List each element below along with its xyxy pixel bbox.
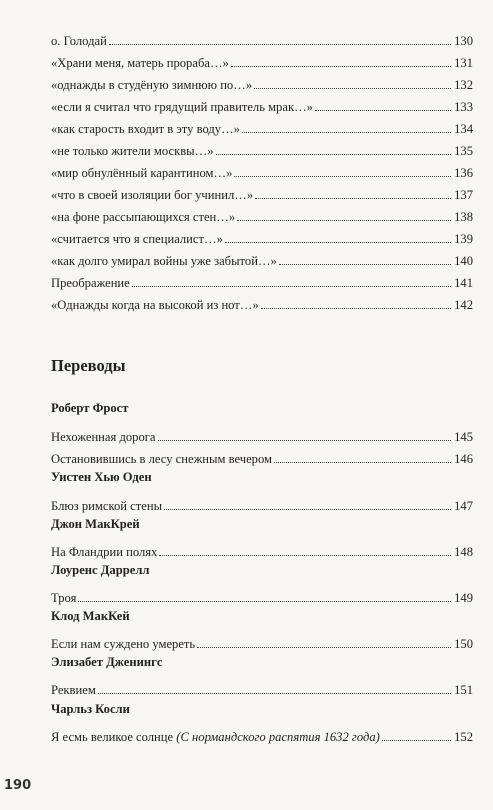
leader-dots [159, 554, 451, 556]
toc-entry-page: 139 [454, 232, 473, 246]
leader-dots [279, 263, 451, 265]
toc-entry-title: «не только жители москвы…» [51, 144, 214, 158]
page-number: 190 [4, 778, 32, 793]
author-name: Джон МакКрей [51, 517, 140, 531]
toc-entry [51, 675, 473, 697]
toc-entry-page: 134 [454, 122, 473, 136]
toc-entry [51, 290, 473, 312]
toc-entry [51, 180, 473, 202]
toc-entry [51, 246, 473, 268]
toc-entry-page: 141 [454, 276, 473, 290]
author-name: Роберт Фрост [51, 401, 129, 415]
leader-dots [98, 692, 451, 694]
author-name: Чарльз Косли [51, 702, 130, 716]
toc-entry [51, 158, 473, 180]
toc-entry-title: Если нам суждено умереть [51, 637, 196, 651]
toc-entry-page: 140 [454, 254, 473, 268]
toc-entry-title: На Фландрии полях [51, 545, 158, 559]
leader-dots [109, 43, 451, 45]
toc-entry-title: «если я считал что грядущий правитель мрак…» [51, 100, 313, 114]
toc-entry-page: 138 [454, 210, 473, 224]
toc-entry [51, 722, 473, 744]
toc-entry-title: «Храни меня, матерь прораба…» [51, 56, 229, 70]
author-name: Клод МакКей [51, 609, 130, 623]
toc-entry-title: Преображение [51, 276, 130, 290]
toc-entry-title: «как долго умирал войны уже забытой…» [51, 254, 277, 268]
author-name: Элизабет Дженингс [51, 655, 163, 669]
toc-entry-title: «Однажды когда на высокой из нот…» [51, 298, 259, 312]
toc-entry [51, 444, 473, 466]
toc-entry [51, 136, 473, 158]
leader-dots [242, 131, 451, 133]
toc-entry-title: Остановившись в лесу снежным вечером [51, 452, 273, 466]
toc-entry-title: «как старость входит в эту воду…» [51, 122, 240, 136]
toc-entry-page: 142 [454, 298, 473, 312]
toc-entry [51, 583, 473, 605]
leader-dots [158, 439, 451, 441]
author-name: Уистен Хью Оден [51, 470, 152, 484]
toc-entry [51, 114, 473, 136]
leader-dots [254, 87, 451, 89]
toc-entry-title: «мир обнулённый карантином…» [51, 166, 233, 180]
toc-entry-title: «что в своей изоляции бог учинил…» [51, 188, 254, 202]
work-subtitle: (С нормандского распятия 1632 года) [176, 730, 380, 744]
toc-entry-page: 147 [454, 499, 473, 513]
toc-entry-title: Блюз римской стены [51, 499, 163, 513]
toc-entry [51, 629, 473, 651]
toc-entry-page: 131 [454, 56, 473, 70]
author-name: Лоуренс Даррелл [51, 563, 150, 577]
leader-dots [382, 739, 451, 741]
leader-dots [255, 197, 451, 199]
toc-entry [51, 491, 473, 513]
toc-entry [51, 70, 473, 92]
work-title: Я есмь великое солнце [51, 730, 174, 744]
section-heading: Переводы [51, 356, 126, 375]
leader-dots [234, 175, 451, 177]
toc-entry [51, 48, 473, 70]
toc-entry-page: 150 [454, 637, 473, 651]
leader-dots [225, 241, 451, 243]
toc-entry [51, 422, 473, 444]
toc-entry-page: 135 [454, 144, 473, 158]
toc-entry-page: 148 [454, 545, 473, 559]
leader-dots [78, 600, 451, 602]
toc-entry-page: 137 [454, 188, 473, 202]
leader-dots [216, 153, 452, 155]
leader-dots [231, 65, 451, 67]
toc-entry-page: 133 [454, 100, 473, 114]
leader-dots [237, 219, 451, 221]
toc-entry-title: Троя [51, 591, 77, 605]
toc-entry-title: «считается что я специалист…» [51, 232, 223, 246]
toc-entry [51, 268, 473, 290]
toc-entry-title: «на фоне рассыпающихся стен…» [51, 210, 236, 224]
toc-entry [51, 202, 473, 224]
leader-dots [132, 285, 451, 287]
toc-entry-title [51, 730, 380, 744]
toc-entry-title: Нехоженная дорога [51, 430, 156, 444]
toc-entry-title: о. Голодай [51, 34, 107, 48]
toc-entry-title: «однажды в студёную зимнюю по…» [51, 78, 253, 92]
leader-dots [315, 109, 451, 111]
toc-entry [51, 26, 473, 48]
toc-entry-page: 136 [454, 166, 473, 180]
leader-dots [261, 307, 451, 309]
toc-entry-page: 130 [454, 34, 473, 48]
toc-entry [51, 92, 473, 114]
toc-entry [51, 537, 473, 559]
toc-entry-page: 149 [454, 591, 473, 605]
toc-entry-page: 152 [454, 730, 473, 744]
leader-dots [274, 461, 451, 463]
toc-entry-page: 146 [454, 452, 473, 466]
toc-entry-page: 151 [454, 683, 473, 697]
leader-dots [164, 508, 451, 510]
toc-entry [51, 224, 473, 246]
leader-dots [197, 646, 451, 648]
toc-entry-page: 132 [454, 78, 473, 92]
toc-entry-title: Реквием [51, 683, 96, 697]
toc-entry-page: 145 [454, 430, 473, 444]
